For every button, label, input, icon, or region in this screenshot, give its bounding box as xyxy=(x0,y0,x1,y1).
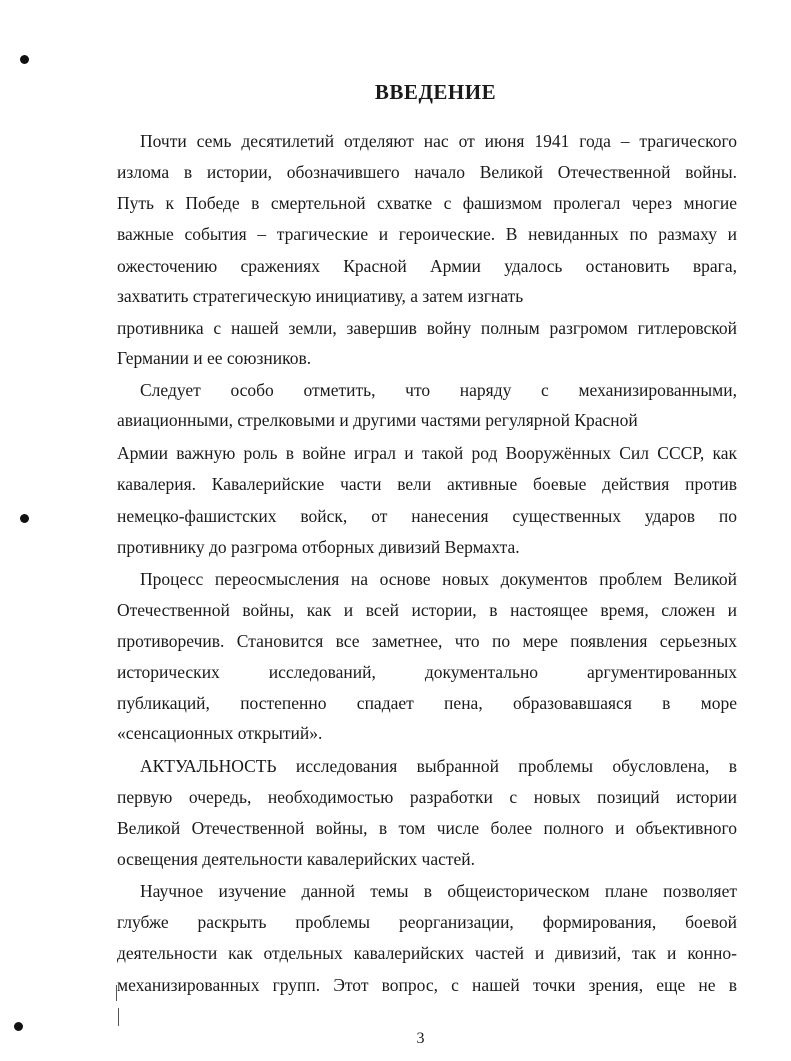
text-line: излома в истории, обозначившего начало Великой Отечественной войны. xyxy=(117,162,737,182)
punch-hole-mark xyxy=(20,514,29,523)
text-line: исторических исследований, документально аргументированных xyxy=(117,662,737,682)
text-line: Процесс переосмысления на основе новых документов проблем Великой xyxy=(140,569,737,589)
punch-hole-mark xyxy=(20,55,29,64)
text-line: противнику до разгрома отборных дивизий Вермахта. xyxy=(117,537,520,557)
text-line: Следует особо отметить, что наряду с механизированными, xyxy=(140,380,737,400)
text-line: Великой Отечественной войны, в том числе более полного и объективного xyxy=(117,818,737,838)
text-line: кавалерия. Кавалерийские части вели активные боевые действия против xyxy=(117,474,737,494)
text-line: механизированных групп. Этот вопрос, с нашей точки зрения, еще не в xyxy=(117,975,737,995)
text-line: деятельности как отдельных кавалерийских частей и дивизий, так и конно- xyxy=(117,943,737,963)
text-line: АКТУАЛЬНОСТЬ исследования выбранной проблемы обусловлена, в xyxy=(140,756,737,776)
text-line: важные события – трагические и героические. В невиданных по размаху и xyxy=(117,224,737,244)
text-line: Путь к Победе в смертельной схватке с фашизмом пролегал через многие xyxy=(117,193,737,213)
text-line: Армии важную роль в войне играл и такой род Вооружённых Сил СССР, как xyxy=(117,443,737,463)
text-line: Германии и ее союзников. xyxy=(117,348,312,368)
text-line: Научное изучение данной темы в общеисторическом плане позволяет xyxy=(140,881,737,901)
text-line: авиационными, стрелковыми и другими частями регулярной Красной xyxy=(117,410,638,430)
text-line: ожесточению сражениях Красной Армии удалось остановить врага, xyxy=(117,256,737,276)
text-line: захватить стратегическую инициативу, а затем изгнать xyxy=(117,286,524,306)
text-line: противника с нашей земли, завершив войну полным разгромом гитлеровской xyxy=(117,318,737,338)
scan-artifact-line xyxy=(118,1008,119,1026)
page-title: ВВЕДЕНИЕ xyxy=(374,80,497,104)
text-line: публикаций, постепенно спадает пена, образовавшаяся в море xyxy=(117,693,737,713)
text-line: освещения деятельности кавалерийских частей. xyxy=(117,849,476,869)
page-number: 3 xyxy=(416,1030,425,1047)
text-line: «сенсационных открытий». xyxy=(117,723,323,743)
punch-hole-mark xyxy=(14,1022,23,1031)
text-line: глубже раскрыть проблемы реорганизации, формирования, боевой xyxy=(117,912,737,932)
text-line: Почти семь десятилетий отделяют нас от июня 1941 года – трагического xyxy=(140,131,737,151)
text-line: немецко-фашистских войск, от нанесения существенных ударов по xyxy=(117,506,737,526)
text-line: первую очередь, необходимостью разработки с новых позиций истории xyxy=(117,787,737,807)
text-line: противоречив. Становится все заметнее, что по мере появления серьезных xyxy=(117,631,737,651)
text-line: Отечественной войны, как и всей истории, в настоящее время, сложен и xyxy=(117,600,737,620)
